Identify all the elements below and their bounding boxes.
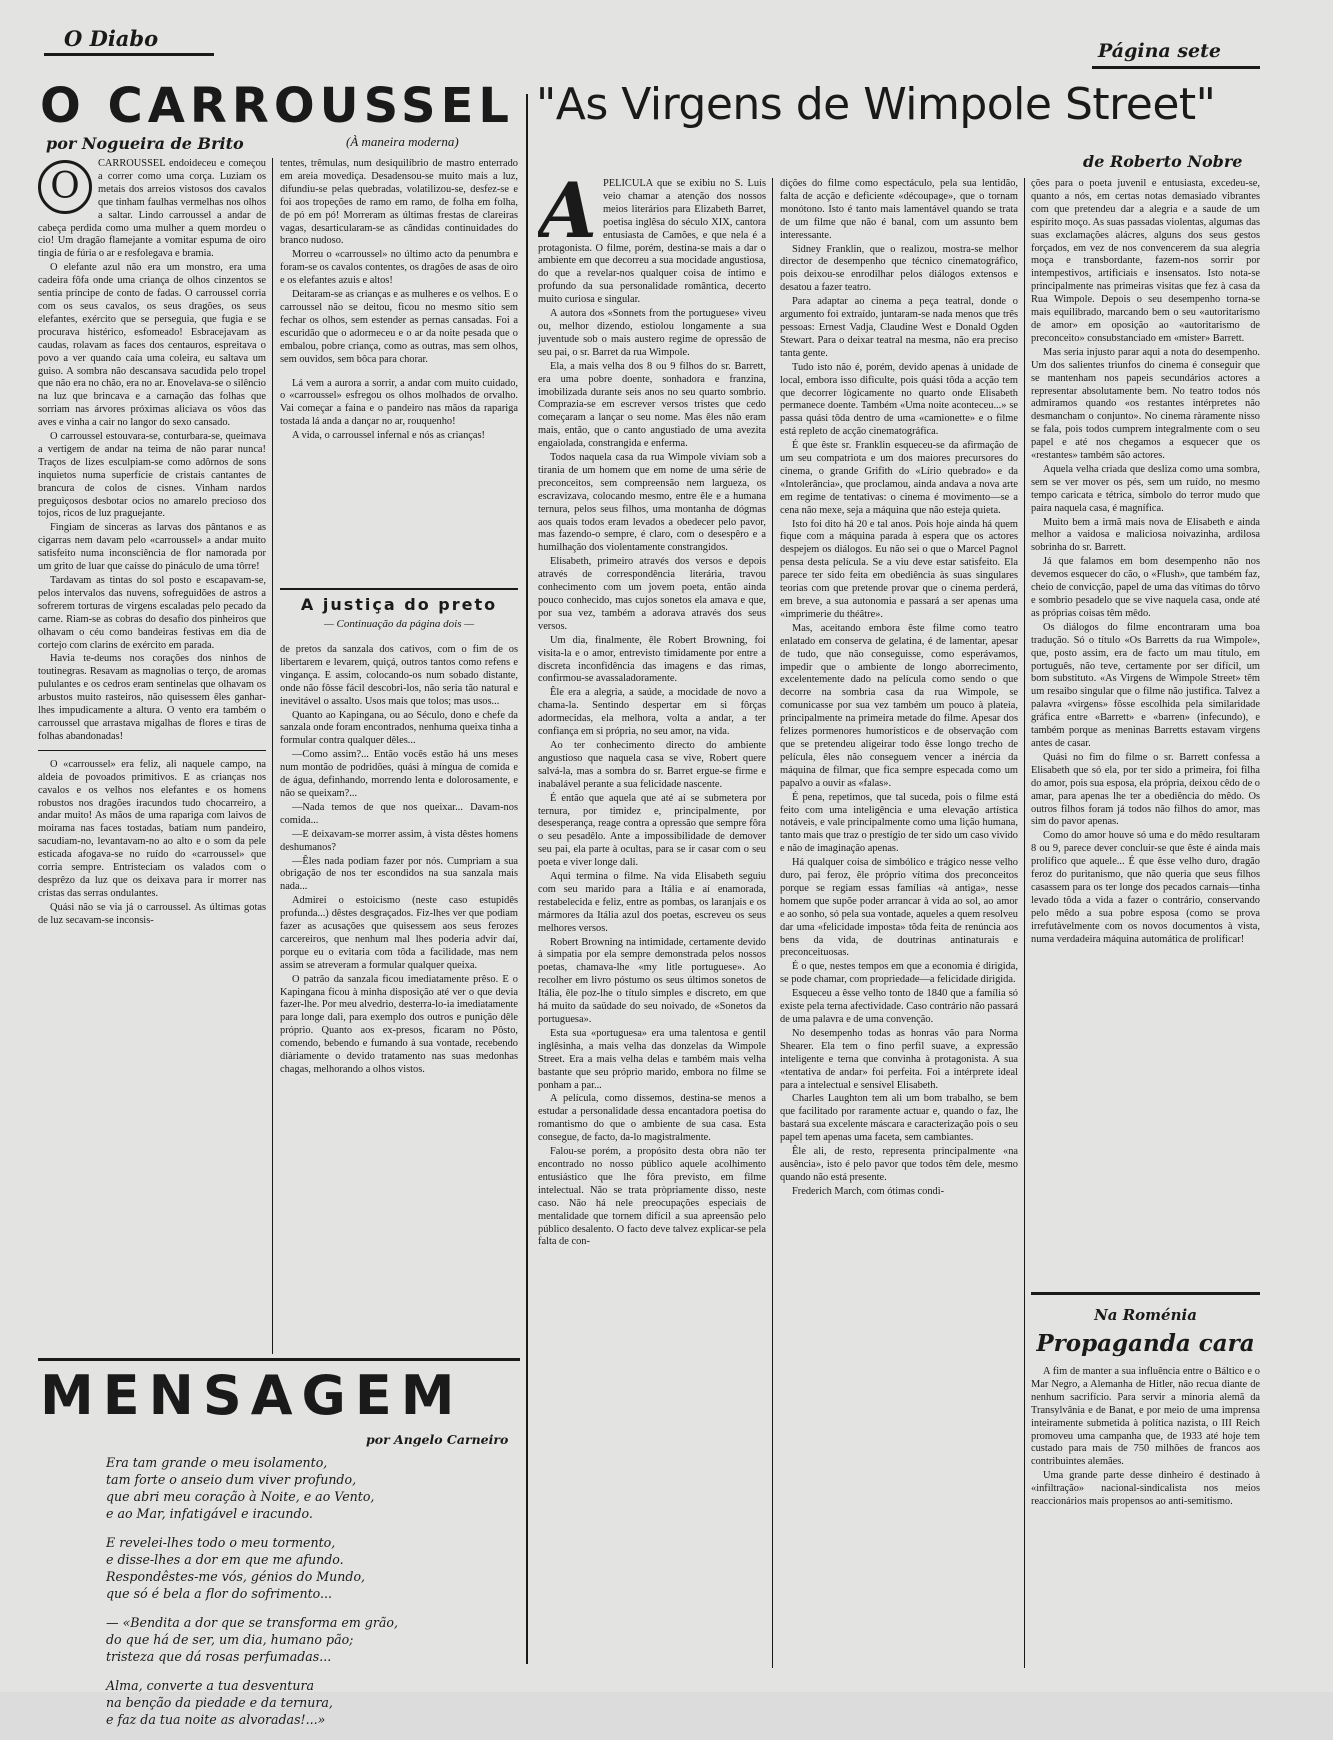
romenia-top-rule	[1031, 1292, 1260, 1295]
paragraph: Aquela velha criada que desliza como uma sombra, sem se ver mover os pés, sem um ruído, no mesmo tempo caricata e tétrica, símbolo do terror mudo que paira naquela casa, é magnífica.	[1031, 463, 1260, 514]
paragraph: Falou-se porém, a propósito desta obra não ter encontrado no nosso público aquele acolhimento entusiástico que lhe fôra previsto, em filme intelectual. Não se trata pròpriamente disso, neste caso. Não há nele preocupações especiais de mentalidade que tornem difícil a sua apreensão pelo público desalento. O facto deve talvez explicar-se pela falta de con-	[538, 1146, 766, 1248]
section-divider	[38, 750, 266, 751]
paragraph: Tudo isto não é, porém, devido apenas à unidade de local, embora isso dificulte, pois quási tôda a acção tem que decorrer lògicamente no quarto onde Elisabeth permanece doente. Também «Uma noite aconteceu...» se passa quási tôda dentro de uma «camionette» e o filme está repleto de acção cinematográfica.	[780, 361, 1018, 438]
paragraph: Aqui termina o filme. Na vida Elisabeth seguiu com seu marido para a Itália e aí enamorada, restabelecida e feliz, entre as pombas, os laranjais e os mármores da Itália azul dos poetas, escreveu os seus melhores versos.	[538, 871, 766, 934]
paragraph: Deitaram-se as crianças e as mulheres e os velhos. E o carroussel não se deitou, ficou no mesmo sítio sem fechar os olhos, sem estender as pernas cansadas. Foi a escuridão que o adormeceu e o ar da noite pesada que o embalou, pobre criança, como as outras, mas sem olhos, sem ouvidos, sem bôca para chorar.	[280, 289, 518, 365]
paragraph: Isto foi dito há 20 e tal anos. Pois hoje ainda há quem fique com a máquina parada à espera que os actores despejem os diálogos. Eu não sei o que o Marcel Pagnol pensa desta película. Se a viu deve estar satisfeito. Ela parece ter sido feita em obediência às suas singulares teorias com que pretende provar que o cinema perderá, em breve, a sua autonomia e passará a ser apenas uma «imprimerie du théâtre».	[780, 518, 1018, 620]
paragraph: Mas, aceitando embora êste filme como teatro enlatado em conserva de gelatina, é de lamentar, apesar de tudo, que não conseguisse, como esperávamos, impedir que o ambiente de longo aborrecimento, excelentemente dado na película como sendo o que decorre na sombria casa da rua Wimpole, se comunicasse por sua vez também um pouco à plateia, principalmente na primeira metade do filme. Apesar dos felizes pormenores humorísticos e de observação com que se pretendeu aligeirar todo êsse longo trecho de película, êles não conseguem vencer a inércia da máquina de filmar, que fica sempre especada como um papalvo a ouvir as «falas».	[780, 622, 1018, 789]
paragraph: A autora dos «Sonnets from the portuguese» viveu ou, melhor dizendo, estiolou longamente a sua juventude sob o mais austero regime de opressão de seu pai, o sr. Barret da rua Wimpole.	[538, 308, 766, 358]
virgens-title: "As Virgens de Wimpole Street"	[536, 79, 1216, 130]
paragraph: —Como assim?... Então vocês estão há uns meses num montão de podridões, quási à míngua de comida e de água, definhando, morrendo lenta e dolorosamente, e não se queixam?...	[280, 749, 518, 799]
paragraph: Muito bem a irmã mais nova de Elisabeth e ainda melhor a vaidosa e maliciosa noivazinha, ardilosa sobrinha do sr. Barrett.	[1031, 516, 1260, 554]
paragraph: É o que, nestes tempos em que a economia é dirigida, se pode chamar, com propriedade—a felicidade dirigida.	[780, 961, 1018, 986]
paragraph: Já que falamos em bom desempenho não nos devemos esquecer do cão, o «Flush», que também faz, cheio de convicção, papel de uma das vítimas do tôrvo e sombrio pesadelo que se vive naquela casa, onde até as próprias coisas têm mêdo.	[1031, 556, 1260, 619]
paragraph: Êle ali, de resto, representa principalmente «na ausência», isto é pelo pavor que todos têm dele, mesmo quando não está presente.	[780, 1146, 1018, 1183]
paragraph: Frederich March, com ótimas condi-	[792, 1185, 945, 1197]
paragraph: É então que aquela que até aí se submetera por ternura, por timidez e, principalmente, por desesperança, reage contra a opressão que sempre fôra o seu pesadêlo. Ante a impossibilidade de demover seu pai, ela parte à ocultas, para se ir casar com o seu poeta e viver longe dali.	[538, 792, 766, 869]
paragraph: Um dia, finalmente, êle Robert Browning, foi visita-la e o amor, entrevisto timidamente por entre a discreta inconfidência das imagens e das rimas, confirmou-se avassaladoramente.	[538, 634, 766, 685]
justica-top-rule	[280, 588, 518, 590]
paragraph: ções para o poeta juvenil e entusiasta, excedeu-se, quanto a nós, em certas notas demasiado vibrantes com que pretendeu dar a alegria e a saude de um espírito moço. As suas passadas violentas, algumas das suas exclamações alácres, alguns dos seus gestos forçados, em vez de nos convencerem da sua alegria moça e transbordante, fazem-nos sorrir por intempestivos, artificiais e insensatos. Isto nota-se principalmente nas primeiras visitas que fez à casa da Rua Wimpole. Depois o seu desempenho torna-se mais equilibrado, marcando bem o seu «autoritarismo de amor» em oposição ao «autoritarismo de preconceito» consubstanciado em «mister» Barrett.	[1031, 178, 1260, 344]
paragraph: dições do filme como espectáculo, pela sua lentidão, falta de acção e deficiente «découpage», que o tornam monótono. Isto é tanto mais lamentável quando se trata de um filme que não é banal, com um assunto bem interessante.	[780, 178, 1018, 241]
justica-title: A justiça do preto	[300, 595, 498, 614]
paragraph: PELÍCULA que se exibiu no S. Luís veio chamar a atenção dos nossos meios literários para Elizabeth Barret, poetisa inglêsa do século XIX, cantora entusiasta de Camões, e que nela é a protagonista. O filme, porém, destina-se mais a dar o ambiente em que decorreu a sua mocidade angustiosa, do que a revelar-nos qualquer coisa de íntimo e profundo da sua personalidade romântica, decerto muito curiosa e singular.	[538, 178, 766, 306]
paragraph: Há qualquer coisa de simbólico e trágico nesse velho duro, pai feroz, êle próprio vítima dos preconceitos porque se regiam essas famílias «à antiga», nesse homem que supõe poder arrancar à vida ao sol, ao amor e ao sonho, só pela sua vontade, aqueles a quem resolveu dar uma «felicidade imposta» tôda feita de renúncia aos bens da vida, de doutrinas antinaturais e preconceituosas.	[780, 857, 1018, 959]
paragraph: Tardavam as tintas do sol posto e escapavam-se, pelos intervalos das nuvens, sofreguidões de astros a sofrerem torturas de virgens escaladas pelo pecado da carne. Riam-se as cobras do desafio dos pinheiros que olhavam o céu como bandeiras festivas em dia de cortejo com clarins de exército em parada.	[38, 575, 266, 651]
paragraph: O elefante azul não era um monstro, era uma cadeira fôfa onde uma criança de olhos cinzentos se sentia príncipe de conto de fadas. O carroussel corria com os seus cavalos, os seus dragões, os seus elefantes, exército que se perseguia, que fugia e se procurava histérico, esfomeado! Esbracejavam as caudas, rolavam as faces dos centauros, espreitava o povo a ver quando caía uma coleira, eu saltava um guiso. A sombra não descansava sacudida pelo tropel que não era no chão, era no ar. Enovelava-se o silêncio na luz que brincava e a carnação das folhas que sorriam nas árvores próximas aliciava os vôos das aves e vinha a cair no langor do sexo cansado.	[38, 262, 266, 429]
justica-subtitle: — Continuação da página dois —	[323, 618, 475, 630]
header-rule-right	[1092, 66, 1260, 69]
section-divider-vertical	[526, 94, 528, 1664]
paragraph: Lá vem a aurora a sorrir, a andar com muito cuidado, o «carroussel» esfregou os olhos molhados de orvalho. Vai começar a faina e o pandeiro nas mãos da rapariga tostada lá anda a dançar no ar, rouquenho!	[280, 377, 518, 428]
paragraph: Ela, a mais velha dos 8 ou 9 filhos do sr. Barrett, era uma pobre doente, sonhadora e franzina, imobilizada durante seis anos no seu quarto sombrio. Comprazia-se em escrever versos tristes que cedo começaram a lançar o seu nome. Mas êles não eram mais, então, que o canto angustiado de uma avezita engaiolada, constrangida e enferma.	[538, 360, 766, 450]
paragraph: Uma grande parte desse dinheiro é destinado à «infiltração» nacional-sindicalista nos meios reaccionários mais propensos ao anti-semitismo.	[1031, 1470, 1260, 1508]
paragraph: Havia te-deums nos corações dos ninhos de toutinegras. Resavam as magnolias o terço, de aromas pululantes e os cedros eram sentinelas que olhavam os arbustos muito rasteiros, não quisessem êles ganhar-lhes impudicamente a altura. O vento era também o carroussel que arrastava migalhas de flores e tiras de folhas abandonadas!	[38, 653, 266, 742]
paragraph: Fingiam de sinceras as larvas dos pântanos e as cigarras nem davam pelo «carroussel» a andar muito satisfeito numa inconsciência de flor namorada por um grito de luar que caísse do pináculo de uma tôrre!	[38, 522, 266, 573]
virgens-column-3	[1031, 178, 1260, 1284]
carroussel-style-note: (À maneira moderna)	[346, 134, 459, 149]
column-divider	[1024, 178, 1025, 1668]
poem-stanza: — «Bendita a dor que se transforma em grão, do que há de ser, um dia, humano pão; tristeza que dá rosas perfumadas...	[106, 1615, 398, 1664]
paragraph: —E deixavam-se morrer assim, à vista dêstes homens deshumanos?	[280, 828, 518, 853]
dropcap-o: O	[38, 160, 92, 214]
column-divider	[772, 178, 773, 1668]
paragraph: Esta sua «portuguesa» era uma talentosa e gentil inglêsinha, a mais velha das donzelas da Wimpole Street. Era a mais velha delas e também mais velha bastante que seu próprio marido, embora no filme se ponham a par...	[538, 1027, 766, 1091]
paragraph: Elisabeth, primeiro através dos versos e depois através de correspondência literária, travou conhecimento com um jovem poeta, então ainda pouco conhecido, mas cujos sonetos ela amava e que, por sua vez, também a adorava através dos seus versos.	[538, 556, 766, 632]
dropcap-a: A	[538, 178, 597, 255]
mensagem-title: MENSAGEM	[40, 1364, 464, 1427]
paragraph: No desempenho todas as honras vão para Norma Shearer. Ela tem o fino perfil suave, a expressão inteligente e terna que convinha à protagonista. A sua «tentativa de andar» foi perfeita. Foi a intérprete ideal para a intelectual e sensível Elisabeth.	[780, 1027, 1018, 1091]
paragraph: —Nada temos de que nos queixar... Davam-nos comida...	[280, 801, 518, 826]
paragraph: Esqueceu a êsse velho tonto de 1840 que a família só existe pela terna afectividade. Caso contrário não passará de uma palavra e de uma convenção.	[780, 988, 1018, 1025]
paragraph: Os diálogos do filme encontraram uma boa tradução. Só o título «Os Barretts da rua Wimpole», que, posto assim, era de facto um mau título, em português, não teve, certamente por ser difícil, um bom substituto. «As Virgens de Wimpole Street» têm um resaibo singular que o filme não justifica. Talvez a palavra «virgens» fôsse escolhida pela similaridade gráfica entre «Barrett» e «barren» (infecundo), e também porque as meninas Barretts estavam virgens antes de casar.	[1031, 621, 1260, 749]
paragraph: Sidney Franklin, que o realizou, mostra-se melhor director de desempenho que técnico cinematográfico, pois deixou-se enrodilhar pelos diálogos extensos e desatou a fazer teatro.	[780, 243, 1018, 294]
paragraph: de pretos da sanzala dos cativos, com o fim de os libertarem e levarem, quiçá, outros tantos como refens e vingança. E assim, colocando-os num sobado distante, onde não fôsse fácil descobri-los, não seria tão natural e inevitável o assalto. Usos mais que tolos; mas usos...	[280, 644, 518, 707]
paragraph: tentes, trêmulas, num desiquilíbrio de mastro enterrado em areia movediça. Desadensou-se muito mais a luz, difundiu-se pelas quebradas, volatilizou-se, desfez-se e foi aos tropeções de ramo em ramo, de folha em folha, de pó em pó! Morreram as últimas frestas de clareiras vagas, desarticularam-se as cândidas continuidades do branco nudoso.	[280, 158, 518, 247]
virgens-column-1	[538, 178, 766, 1678]
romenia-column	[1031, 1366, 1260, 1666]
paragraph: O patrão da sanzala ficou imediatamente prêso. E o Kapingana ficou à minha disposição até ver o que devia fazer-lhe. Por meu alvedrio, desterra-lo-ia imediatamente para longe dali, para exemplo dos outros e punição dêle próprio. Quanto aos ex-presos, ficaram no Pôsto, comendo, bebendo e fumando à sua vontade, recebendo diàriamente o devido tratamento nas suas medonhas chagas, melhorando a olhos vistos.	[280, 973, 518, 1075]
carroussel-column-2	[280, 158, 518, 576]
romenia-kicker: Na Roménia	[1094, 1306, 1197, 1324]
paragraph: Robert Browning na intimidade, certamente devido à simpatia por ela sempre demonstrada pelos nossos poetas, chamava-lhe «my litle portuguese». Ao recolher em livro póstumo os seus últimos sonetos de Itália, êle poz-lhe o título simples e discreto, em que há muito da saüdade do seu noivado, de «Sonetos da portuguesa».	[538, 936, 766, 1025]
paragraph: O carroussel estouvara-se, conturbara-se, queimava a vertigem de andar na teima de não parar nunca! Traços de lizes esculpiam-se como adôrnos de sons inquietos numa superfície de cristais cantantes de brancura de colos de cisnes. Vinham nardos preguiçosos desbotar ocios no amarelo precioso dos tojos, ricos de luz praguejante.	[38, 431, 266, 520]
paragraph: Para adaptar ao cinema a peça teatral, donde o argumento foi extraído, juntaram-se nada menos que três pessoas: Ernest Vadja, Claudine West e Donald Ogden Stewart. Para o deixar teatral na mesma, não era preciso tanta gente.	[780, 296, 1018, 359]
paragraph: Como do amor houve só uma e do mêdo resultaram 8 ou 9, parece dever concluir-se que êste é ainda mais prolífico que aquele... É que êsse velho duro, dragão feroz do puritanismo, que não queria que seus filhos casassem para os ter longe dos pecados carnais—tinha levado tôda a vida a fazer o contrário, conservando pelo mêdo a sua pobre esposa (como se prova irrefutàvelmente com os novos documentos à vista, numa verdadeira máquina automática de prolificar!	[1031, 830, 1260, 945]
page-number: Página sete	[1098, 40, 1221, 62]
header-rule-left	[44, 53, 214, 56]
carroussel-author: por Nogueira de Brito	[46, 134, 244, 153]
poem-stanza: Alma, converte a tua desventura na benção da piedade e da ternura, e faz da tua noite as alvoradas!...»	[106, 1678, 333, 1727]
paragraph: Admirei o estoicismo (neste caso estupidês profunda...) dêstes desgraçados. Fiz-lhes ver que podiam fazer as acusações que quisessem aos seus ferozes carcereiros, que nenhum mal lhes poderia advir daí, porque eu o evitaria com tôda a facilidade, mas nem assim se atreveram a formular qualquer queixa.	[280, 895, 518, 971]
virgens-column-2	[780, 178, 1018, 1678]
poem-stanza: E revelei-lhes todo o meu tormento, e disse-lhes a dor em que me afundo. Respondêstes-me vós, génios do Mundo, que só é bela a flor do sofrimento...	[106, 1535, 366, 1601]
carroussel-title: O CARROUSSEL	[40, 78, 514, 134]
mensagem-top-rule	[38, 1358, 520, 1361]
paragraph: Morreu o «carroussel» no último acto da penumbra e foram-se os cavalos contentes, os dragões de asas de oiro e os elefantes azuis e altos!	[280, 249, 518, 287]
paragraph: CARROUSSEL endoideceu e começou a correr como uma corça. Luziam os metais dos arreios vistosos dos cavalos que tinham faulhas vermelhas nos olhos a saltar. Lindo carroussel a andar de cabeça perdida como uma mulher a quem mordeu o cio! Um dragão flamejante a vomitar espuma de oiro tingia de fúria o ar e resfolegava e bramia.	[38, 158, 266, 260]
paragraph: —Êles nada podiam fazer por nós. Cumpriam a sua obrigação de nos ter escondidos na sua sanzala mais nada...	[280, 855, 518, 893]
paragraph: Mas seria injusto parar aqui a nota do desempenho. Um dos salientes triunfos do cinema é conseguir que se mantenham nos papeis secundários actores a representar absolutamente bem. No teatro todos nós admiramos quando «os restantes intérpretes não desmancham o conjunto». No cinema ràramente nisso se fala, pois todos cumprem integralmente com o seu papel e até nos chegamos a esquecer que os «restantes» também são actores.	[1031, 346, 1260, 462]
masthead-left: O Diabo	[64, 26, 159, 51]
paragraph: A película, como dissemos, destina-se menos a estudar a personalidade dessa encantadora poetisa do romantismo do que o ambiente de sua casa. Esta consegue, de facto, da-lo magistralmente.	[538, 1093, 766, 1144]
paragraph: O «carroussel» era feliz, ali naquele campo, na aldeia de povoados primitivos. E as crianças nos cavalos e os velhos nos elefantes e os homens robustos nos dragões iracundos tudo chocarreiro, a andar muito! As mãos de uma rapariga com laivos de moirama nas faces tostadas, batiam num pandeiro, sacudiam-no, levantavam-no ao alto e o som da pele esticada afogava-se no ruído do «carroussel» que corria sempre. Entristeciam os valados com o desprêzo da luz que os deixava para ir morrer nas cristas das serras ondulantes.	[38, 758, 266, 899]
romenia-title: Propaganda cara	[1036, 1330, 1255, 1357]
paragraph: A fim de manter a sua influência entre o Báltico e o Mar Negro, a Alemanha de Hitler, não recua diante de nenhum sacrifício. Para servir a minoria alemã da Transylvânia e de Banat, e por meio de uma imprensa inteiramente submetida à política nazista, o III Reich promoveu uma campanha que, de 1933 até hoje tem custado para mais de 750 milhões de francos aos contribuintes alemães.	[1031, 1366, 1260, 1468]
paragraph: A vida, o carroussel infernal e nós as crianças!	[292, 430, 486, 442]
paragraph: É que êste sr. Franklin esqueceu-se da afirmação de um seu compatriota e um dos maiores precursores do cinema, o grande Grifith do «Lírio quebrado» e da «Intolerância», que proclamou, ainda andava a nova arte em regime de tentativas: o cinema é movimento—se a cena não mexe, seja a máquina que não esteja quieta.	[780, 440, 1018, 516]
virgens-author: de Roberto Nobre	[1083, 152, 1243, 171]
justica-column	[280, 644, 518, 1356]
paragraph: Quási no fim do filme o sr. Barrett confessa a Elisabeth que só ela, por ter sido a primeira, foi filha do amor, pois sua esposa, ela própria, deixou cêdo de o amar, para apenas lhe ter a obediência do mêdo. Os outros filhos foram já todos não filhos do amor, mas sim do pavor apenas.	[1031, 751, 1260, 828]
paragraph: É pena, repetimos, que tal suceda, pois o filme está feito com uma inteligência e uma elevação artística notáveis, e vale principalmente como uma lição humana, tanto mais que traz o prestígio de ter sido um caso vivido e não de imaginação apenas.	[780, 791, 1018, 855]
paragraph: Charles Laughton tem ali um bom trabalho, se bem que facilitado por raramente actuar e, quando o faz, lhe bastará sua excelente máscara e caracterização pois o seu papel tem apenas uma faceta, sem cambiantes.	[780, 1093, 1018, 1144]
carroussel-column-1	[38, 158, 266, 1358]
mensagem-author: por Angelo Carneiro	[366, 1432, 509, 1447]
poem-stanza: Era tam grande o meu isolamento, tam forte o anseio dum viver profundo, que abri meu coração à Noite, e ao Vento, e ao Mar, infatigável e iracundo.	[106, 1455, 375, 1521]
paragraph: Todos naquela casa da rua Wimpole viviam sob a tirania de um homem que em nome de uma série de preconceitos, sem compreensão nem largueza, os escravizava, colocando mesmo, entre êle e a humana ternura, pelos seus filhos, uma montanha de dógmas aos quais todos eram levados a obedecer pelo pavor, mas fazendo-o sempre, é claro, com o desespêro e a humilhação dos violentamente constrangidos.	[538, 452, 766, 554]
paragraph: Êle era a alegria, a saúde, a mocidade de novo a chama-la. Sentindo despertar em si fôrças adormecidas, ela melhora, volta a andar, a ter confiança em si própria, no seu amor, na vida.	[538, 687, 766, 738]
paragraph: Quási não se via já o carroussel. As últimas gotas de luz secavam-se inconsis-	[38, 901, 266, 926]
mensagem-poem	[106, 1454, 506, 1740]
paragraph: Ao ter conhecimento directo do ambiente angustioso que naquela casa se vive, Robert quere salvá-la, mas a sombra do sr. Barret ergue-se firme e inabalável perante a sua felicidade nascente.	[538, 739, 766, 790]
column-divider	[272, 158, 273, 1354]
paragraph: Quanto ao Kapingana, ou ao Século, dono e chefe da sanzala onde foram encontrados, nenhuma queixa tinha a formular contra qualquer dêles...	[280, 709, 518, 747]
